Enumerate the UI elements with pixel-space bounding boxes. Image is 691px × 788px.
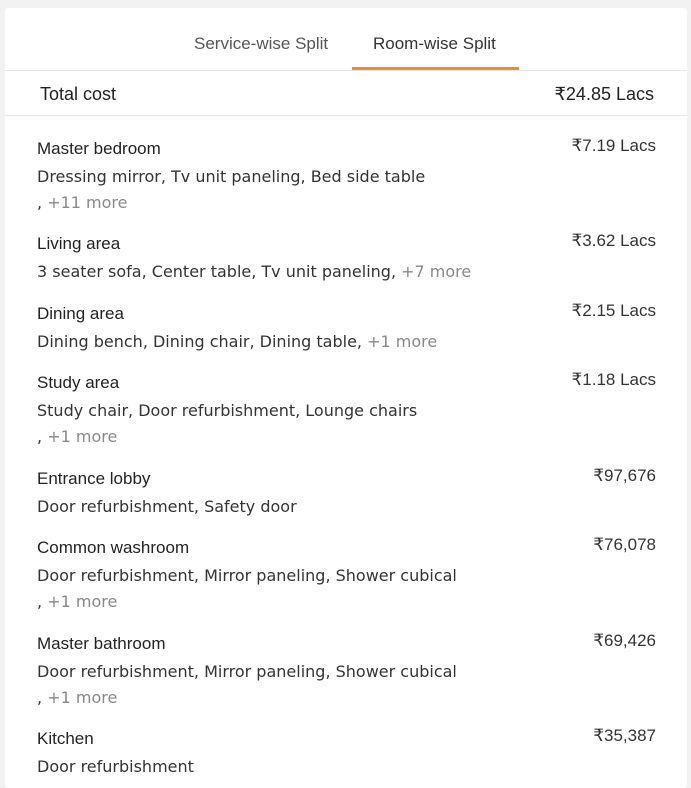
room-name: Master bathroom <box>37 634 166 653</box>
more-items-link[interactable]: +1 more <box>47 592 118 611</box>
room-name: Master bedroom <box>37 139 161 158</box>
room-cost: ₹97,676 <box>593 466 656 485</box>
more-items-link[interactable]: +7 more <box>401 262 472 281</box>
room-cost: ₹7.19 Lacs <box>571 136 656 155</box>
tab-room-wise-split[interactable]: Room-wise Split <box>373 34 496 53</box>
room-name: Kitchen <box>37 729 94 748</box>
tab-service-wise-split[interactable]: Service-wise Split <box>194 34 329 53</box>
room-items-overflow <box>37 592 117 611</box>
room-cost: ₹3.62 Lacs <box>571 231 656 250</box>
more-items-link[interactable]: +1 more <box>47 688 118 707</box>
room-cost: ₹69,426 <box>593 631 656 650</box>
room-name: Dining area <box>37 304 124 323</box>
room-items <box>37 262 471 281</box>
room-name: Living area <box>37 234 121 253</box>
room-items-overflow <box>37 688 117 707</box>
more-items-link[interactable]: +1 more <box>367 332 438 351</box>
room-items: Door refurbishment, Mirror paneling, Shower cubical <box>37 662 457 681</box>
room-items-separator: , <box>37 427 43 446</box>
room-cost: ₹76,078 <box>593 535 656 554</box>
total-cost-value: ₹24.85 Lacs <box>554 84 654 104</box>
room-items-separator: , <box>37 193 43 212</box>
room-items-overflow <box>37 427 117 446</box>
more-items-link[interactable]: +11 more <box>47 193 128 212</box>
room-items: Dressing mirror, Tv unit paneling, Bed side table <box>37 167 426 186</box>
room-name: Study area <box>37 373 120 392</box>
room-name: Common washroom <box>37 538 190 557</box>
room-cost: ₹35,387 <box>593 726 656 745</box>
active-tab-indicator <box>352 67 519 70</box>
more-items-link[interactable]: +1 more <box>47 427 118 446</box>
room-items-text: Dining bench, Dining chair, Dining table, <box>37 332 362 351</box>
room-cost: ₹1.18 Lacs <box>571 370 656 389</box>
room-items: Door refurbishment, Mirror paneling, Shower cubical <box>37 566 457 585</box>
total-cost-row <box>5 71 687 116</box>
split-tabs <box>5 8 687 71</box>
room-items <box>37 332 437 351</box>
room-items: Study chair, Door refurbishment, Lounge chairs <box>37 401 418 420</box>
room-cost: ₹2.15 Lacs <box>571 301 656 320</box>
room-items-overflow <box>37 193 127 212</box>
cost-split-card <box>5 8 687 788</box>
room-items: Door refurbishment <box>37 757 194 776</box>
room-name: Entrance lobby <box>37 469 151 488</box>
room-items-text: 3 seater sofa, Center table, Tv unit paneling, <box>37 262 397 281</box>
room-items-separator: , <box>37 592 43 611</box>
room-items: Door refurbishment, Safety door <box>37 497 297 516</box>
room-items-separator: , <box>37 688 43 707</box>
total-cost-label: Total cost <box>40 84 117 104</box>
